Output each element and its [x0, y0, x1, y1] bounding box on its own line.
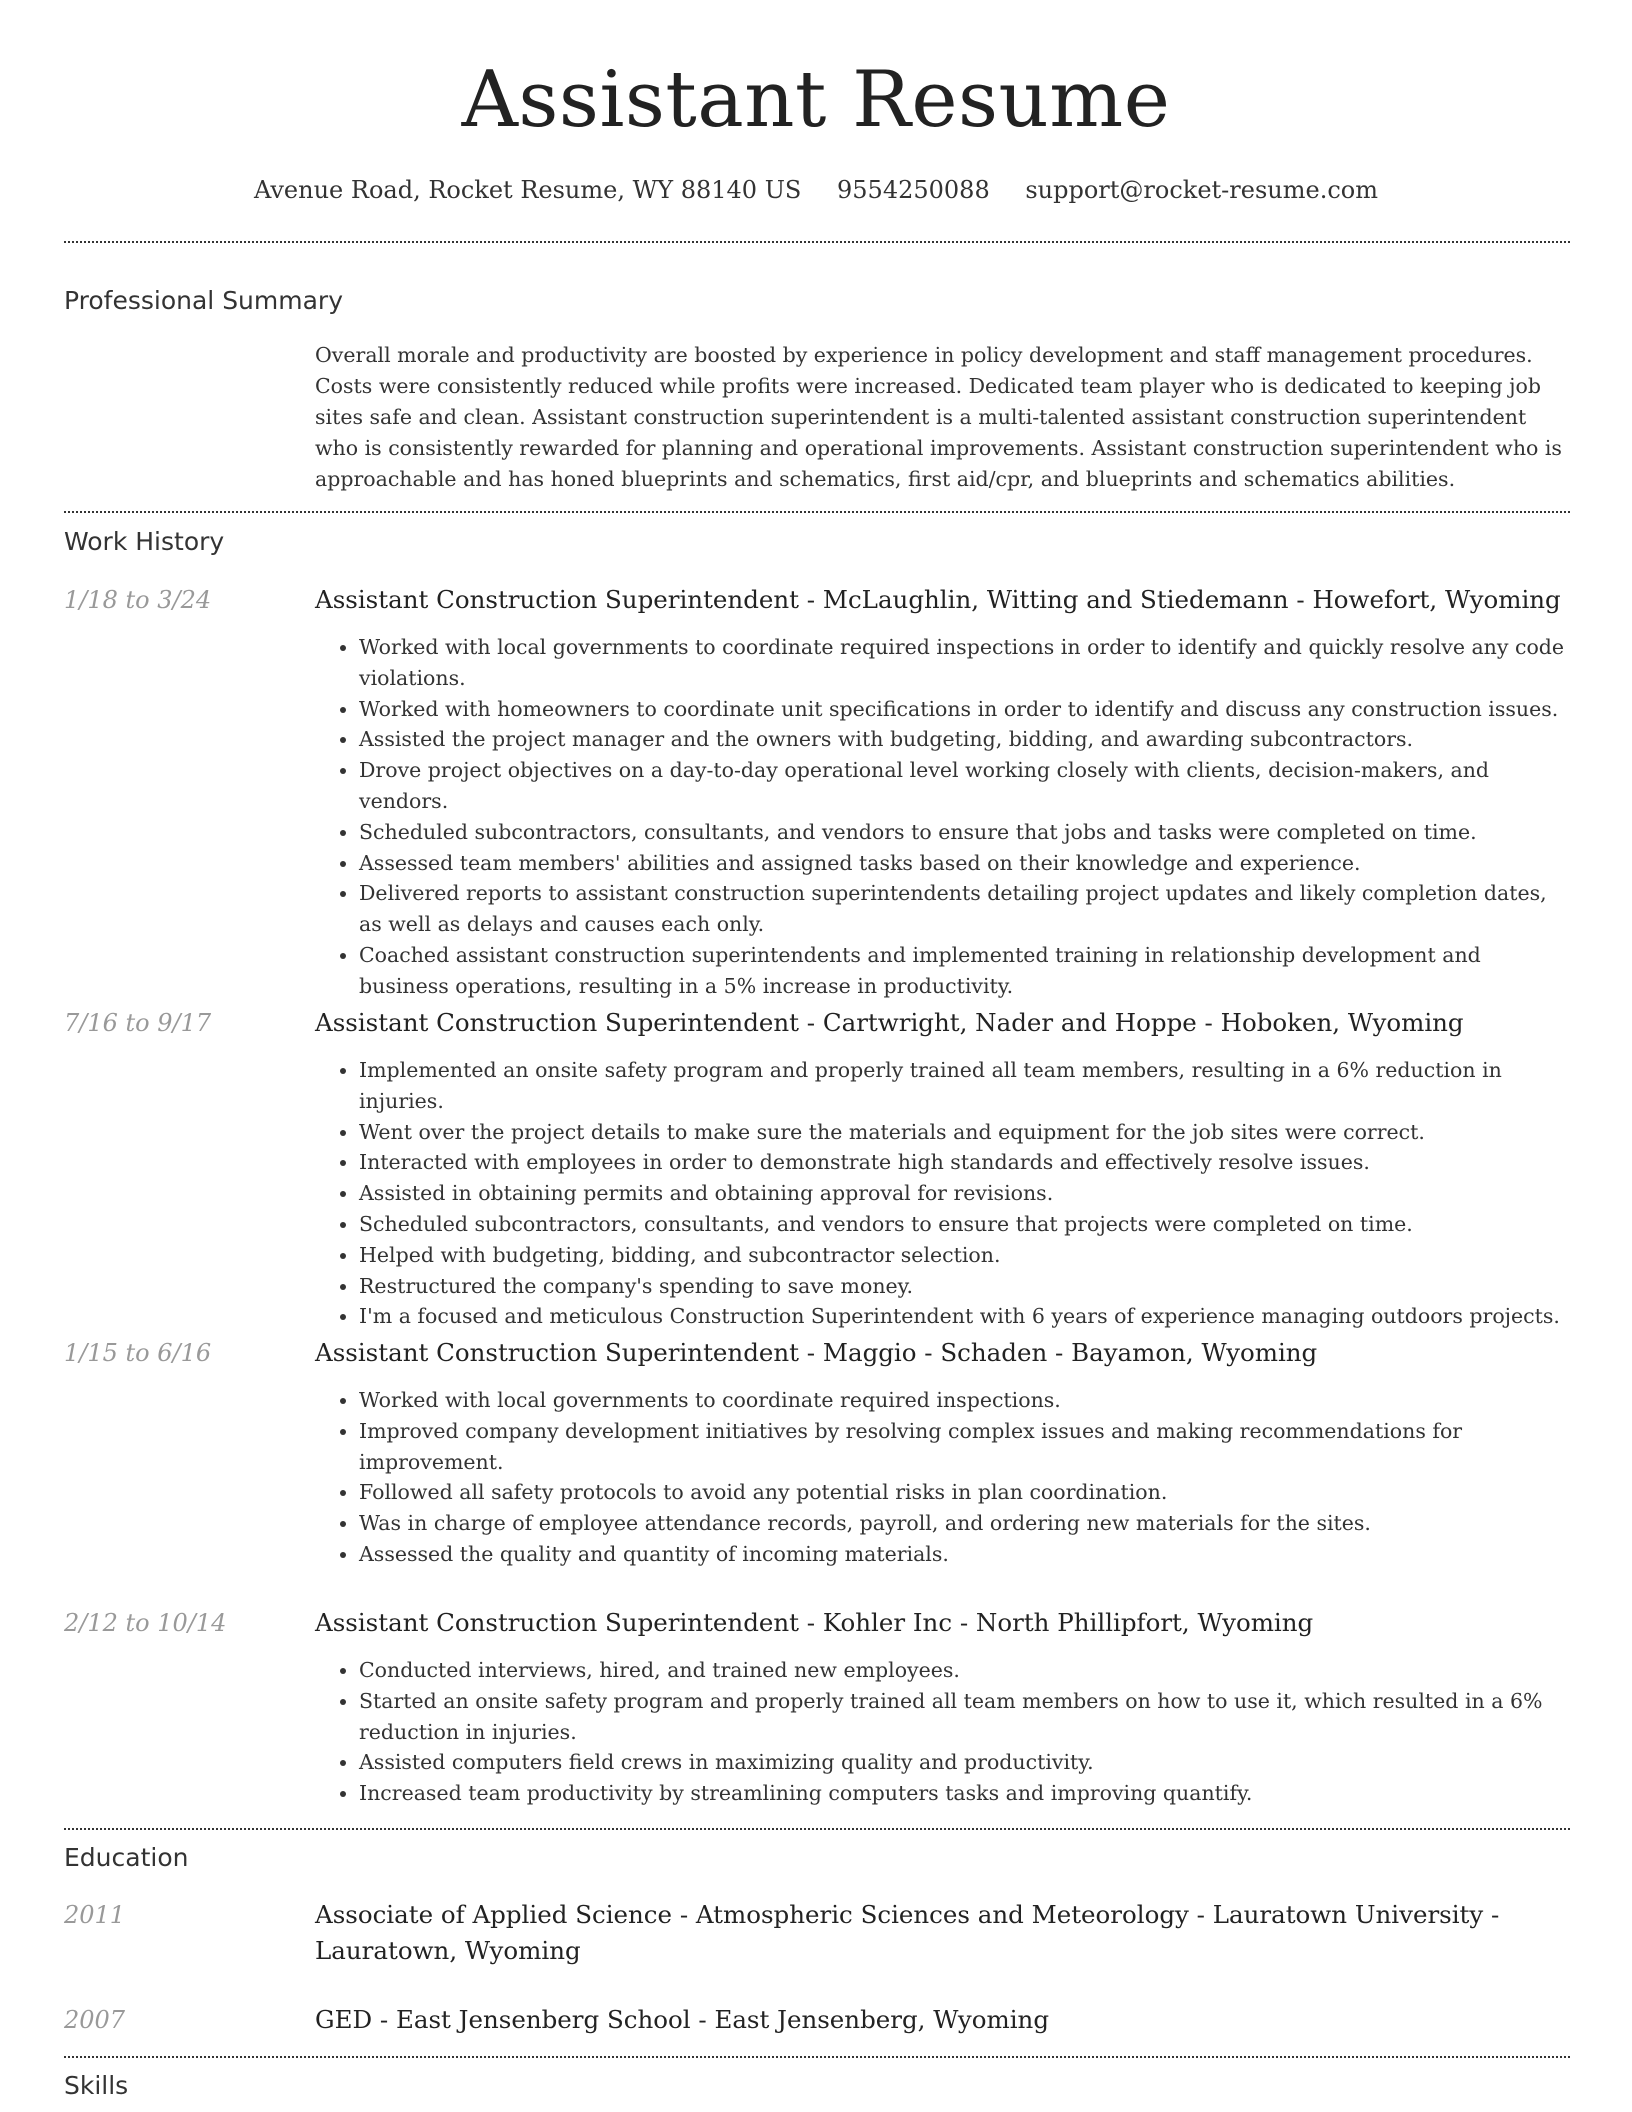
contact-address: Avenue Road, Rocket Resume, WY 88140 US — [254, 176, 802, 204]
list-item: • Coached assistant construction superintendents and implemented training in relationship development and business operations, resulting in a 5% increase in productivity. — [359, 940, 1570, 1002]
contact-email: support@rocket-resume.com — [1025, 176, 1378, 204]
divider — [64, 2056, 1570, 2058]
education-date: 2007 — [64, 2006, 126, 2034]
list-item: • Scheduled subcontractors, consultants, and vendors to ensure that jobs and tasks were completed on time. — [359, 817, 1570, 848]
list-item: • Implemented an onsite safety program and properly trained all team members, resulting in a 6% reduction in injuries. — [359, 1055, 1570, 1117]
list-item: • Started an onsite safety program and properly trained all team members on how to use it, which resulted in a 6% reduction in injuries. — [359, 1686, 1570, 1748]
list-item: • Assisted computers field crews in maximizing quality and productivity. — [359, 1747, 1570, 1778]
divider — [64, 241, 1570, 243]
list-item: • Drove project objectives on a day-to-day operational level working closely with clients, decision-makers, and vendors. — [359, 755, 1570, 817]
divider — [64, 511, 1570, 513]
work-bullets — [315, 1655, 1570, 1809]
work-bullets — [315, 632, 1570, 1002]
work-title: Assistant Construction Superintendent - Kohler Inc - North Phillipfort, Wyoming — [315, 1608, 1314, 1637]
list-item: • Delivered reports to assistant construction superintendents detailing project updates and likely completion dates, as well as delays and causes each only. — [359, 878, 1570, 940]
work-date: 1/18 to 3/24 — [64, 586, 212, 614]
work-title: Assistant Construction Superintendent - McLaughlin, Witting and Stiedemann - Howefort, Wyoming — [315, 585, 1561, 614]
list-item: • Scheduled subcontractors, consultants, and vendors to ensure that projects were completed on time. — [359, 1209, 1570, 1240]
list-item: • Helped with budgeting, bidding, and subcontractor selection. — [359, 1240, 1570, 1271]
work-date: 2/12 to 10/14 — [64, 1609, 227, 1637]
work-date: 1/15 to 6/16 — [64, 1339, 212, 1367]
list-item: • Went over the project details to make sure the materials and equipment for the job sites were correct. — [359, 1117, 1570, 1148]
section-heading-skills: Skills — [64, 2071, 129, 2100]
resume-name: Assistant Resume — [461, 55, 1171, 145]
list-item: • Improved company development initiatives by resolving complex issues and making recommendations for improvement. — [359, 1416, 1570, 1478]
list-item: • Assessed the quality and quantity of incoming materials. — [359, 1539, 1570, 1570]
list-item: • Assisted the project manager and the owners with budgeting, bidding, and awarding subcontractors. — [359, 724, 1570, 755]
work-bullets — [315, 1055, 1570, 1332]
work-date: 7/16 to 9/17 — [64, 1009, 212, 1037]
contact-line — [0, 172, 1632, 208]
section-heading-work: Work History — [64, 527, 225, 556]
list-item: • Worked with local governments to coordinate required inspections in order to identify and quickly resolve any code violations. — [359, 632, 1570, 694]
list-item: • Increased team productivity by streamlining computers tasks and improving quantify. — [359, 1778, 1570, 1809]
education-date: 2011 — [64, 1901, 126, 1929]
education-title: GED - East Jensenberg School - East Jensenberg, Wyoming — [315, 2005, 1050, 2034]
list-item: • Interacted with employees in order to demonstrate high standards and effectively resolve issues. — [359, 1147, 1570, 1178]
work-title: Assistant Construction Superintendent - Cartwright, Nader and Hoppe - Hoboken, Wyoming — [315, 1008, 1464, 1037]
work-title: Assistant Construction Superintendent - Maggio - Schaden - Bayamon, Wyoming — [315, 1338, 1318, 1367]
section-heading-education: Education — [64, 1843, 189, 1872]
list-item: • Conducted interviews, hired, and trained new employees. — [359, 1655, 1570, 1686]
list-item: • Was in charge of employee attendance records, payroll, and ordering new materials for the sites. — [359, 1508, 1570, 1539]
list-item: • Assessed team members' abilities and assigned tasks based on their knowledge and experience. — [359, 848, 1570, 879]
divider — [64, 1828, 1570, 1830]
section-heading-summary: Professional Summary — [64, 286, 344, 315]
education-title: Associate of Applied Science - Atmospheric Sciences and Meteorology - Lauratown University - Lauratown, Wyoming — [315, 1900, 1500, 1965]
list-item: • Assisted in obtaining permits and obtaining approval for revisions. — [359, 1178, 1570, 1209]
work-bullets — [315, 1385, 1570, 1570]
list-item: • Worked with local governments to coordinate required inspections. — [359, 1385, 1570, 1416]
contact-phone: 9554250088 — [837, 176, 990, 204]
summary-text: Overall morale and productivity are boosted by experience in policy development and staff management procedures. Costs were consistently reduced while profits were increased. Dedicated team player who is dedicated to keeping job sites safe and clean. Assistant construction superintendent is a multi-talented assistant construction superintendent who is consistently rewarded for planning and operational improvements. Assistant construction superintendent who is approachable and has honed blueprints and schematics, first aid/cpr, and blueprints and schematics abilities. — [315, 343, 1562, 491]
list-item: • Restructured the company's spending to save money. — [359, 1271, 1570, 1302]
list-item: • I'm a focused and meticulous Construction Superintendent with 6 years of experience managing outdoors projects. — [359, 1301, 1570, 1332]
list-item: • Followed all safety protocols to avoid any potential risks in plan coordination. — [359, 1477, 1570, 1508]
list-item: • Worked with homeowners to coordinate unit specifications in order to identify and discuss any construction issues. — [359, 694, 1570, 725]
